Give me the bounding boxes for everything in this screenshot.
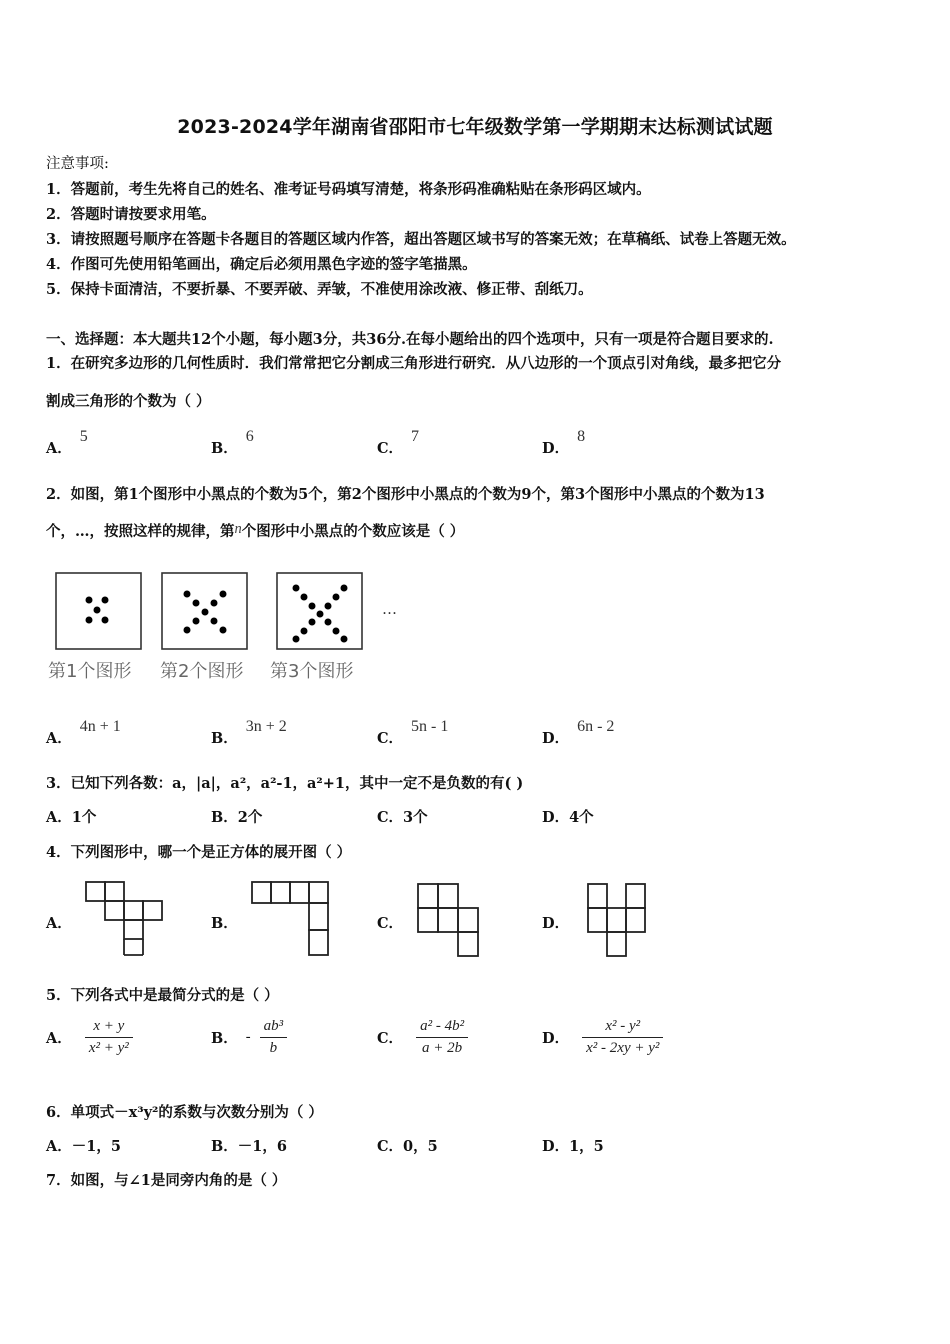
question-2-stem: 2．如图，第1个图形中小黑点的个数为5个，第2个图形中小黑点的个数为9个，第3个图形中小黑点的个数为13	[46, 486, 765, 503]
notice-item: 1．答题前，考生先将自己的姓名、准考证号码填写清楚，将条形码准确粘贴在条形码区域内。	[46, 181, 651, 198]
q6-option-d[interactable]: D．1，5	[542, 1138, 604, 1155]
question-3-stem: 3．已知下列各数：a，|a|，a²，a²-1，a²+1，其中一定不是负数的有( )	[46, 775, 524, 792]
question-5-stem: 5．下列各式中是最简分式的是（ ）	[46, 987, 279, 1004]
q4-option-b-net[interactable]	[250, 880, 332, 958]
q1-option-b[interactable]: B．6	[211, 428, 254, 457]
fraction: $\frac{\text{a² - 4b²}}{a + 2b}$	[416, 1018, 468, 1057]
q6-option-a[interactable]: A．－1，5	[46, 1138, 121, 1155]
q4-option-b-label[interactable]: B．	[211, 915, 238, 932]
q3-option-c[interactable]: C．3个	[377, 809, 428, 826]
section-heading: 一、选择题：本大题共12个小题，每小题3分，共36分.在每小题给出的四个选项中，只有一项是符合题目要求的.	[46, 331, 774, 348]
q1-option-a[interactable]: A．5	[46, 428, 88, 457]
question-2-stem-cont: 个，…，按照这样的规律，第n个图形中小黑点的个数应该是（ ）	[46, 521, 465, 540]
figure-label: 第2个图形	[160, 661, 244, 682]
question-6-stem: 6．单项式－x³y²的系数与次数分别为（ ）	[46, 1104, 323, 1121]
question-1-stem-cont: 割成三角形的个数为（ ）	[46, 393, 211, 410]
q2-option-b[interactable]: B．3n + 2	[211, 718, 287, 747]
q2-option-d[interactable]: D．6n - 2	[542, 718, 615, 747]
fraction: $\frac{\text{ab³}}{b}$	[260, 1018, 288, 1057]
notice-item: 2．答题时请按要求用笔。	[46, 206, 216, 223]
dot-pattern-figure	[44, 568, 424, 688]
q5-option-b[interactable]: B． - $\frac{\text{ab³}}{b}$	[211, 1018, 287, 1057]
q4-option-d-label[interactable]: D．	[542, 915, 570, 932]
q2-option-a[interactable]: A．4n + 1	[46, 718, 121, 747]
q4-option-c-net[interactable]	[416, 882, 482, 960]
q6-option-b[interactable]: B．－1，6	[211, 1138, 287, 1155]
q4-option-a-net[interactable]	[84, 880, 166, 958]
page-title: 2023-2024学年湖南省邵阳市七年级数学第一学期期末达标测试试题	[177, 116, 773, 138]
figure-ellipsis: …	[382, 600, 397, 618]
q4-option-a-label[interactable]: A．	[46, 915, 72, 932]
q1-option-d[interactable]: D．8	[542, 428, 586, 457]
question-4-stem: 4．下列图形中，哪一个是正方体的展开图（ ）	[46, 844, 352, 861]
notice-item: 3．请按照题号顺序在答题卡各题目的答题区域内作答，超出答题区域书写的答案无效；在草稿纸、试卷上答题无效。	[46, 231, 796, 248]
q3-option-d[interactable]: D．4个	[542, 809, 594, 826]
q3-option-a[interactable]: A．1个	[46, 809, 97, 826]
notice-heading: 注意事项:	[46, 156, 109, 172]
q5-option-c[interactable]: C． $\frac{\text{a² - 4b²}}{a + 2b}$	[377, 1018, 468, 1057]
q4-option-d-net[interactable]	[586, 882, 652, 960]
q4-option-c-label[interactable]: C．	[377, 915, 404, 932]
figure-label: 第3个图形	[270, 661, 354, 682]
fraction: $\frac{\text{x² - y²}}{\text{x² - 2xy + y²}}$	[582, 1018, 663, 1057]
fraction: $\frac{x + y}{\text{x² + y²}}$	[85, 1018, 133, 1057]
q1-option-c[interactable]: C．7	[377, 428, 420, 457]
figure-label: 第1个图形	[48, 661, 132, 682]
q5-option-d[interactable]: D． $\frac{\text{x² - y²}}{\text{x² - 2xy + y²}}$	[542, 1018, 663, 1057]
q5-option-a[interactable]: A． $\frac{x + y}{\text{x² + y²}}$	[46, 1018, 133, 1057]
q6-option-c[interactable]: C．0，5	[377, 1138, 438, 1155]
notice-item: 5．保持卡面清洁，不要折暴、不要弄破、弄皱，不准使用涂改液、修正带、刮纸刀。	[46, 281, 593, 298]
notice-item: 4．作图可先使用铅笔画出，确定后必须用黑色字迹的签字笔描黑。	[46, 256, 477, 273]
question-7-stem: 7．如图，与∠1是同旁内角的是（ ）	[46, 1172, 287, 1189]
q2-option-c[interactable]: C．5n - 1	[377, 718, 449, 747]
q3-option-b[interactable]: B．2个	[211, 809, 263, 826]
question-1-stem: 1．在研究多边形的几何性质时．我们常常把它分割成三角形进行研究．从八边形的一个顶点引对角线，最多把它分	[46, 355, 782, 372]
